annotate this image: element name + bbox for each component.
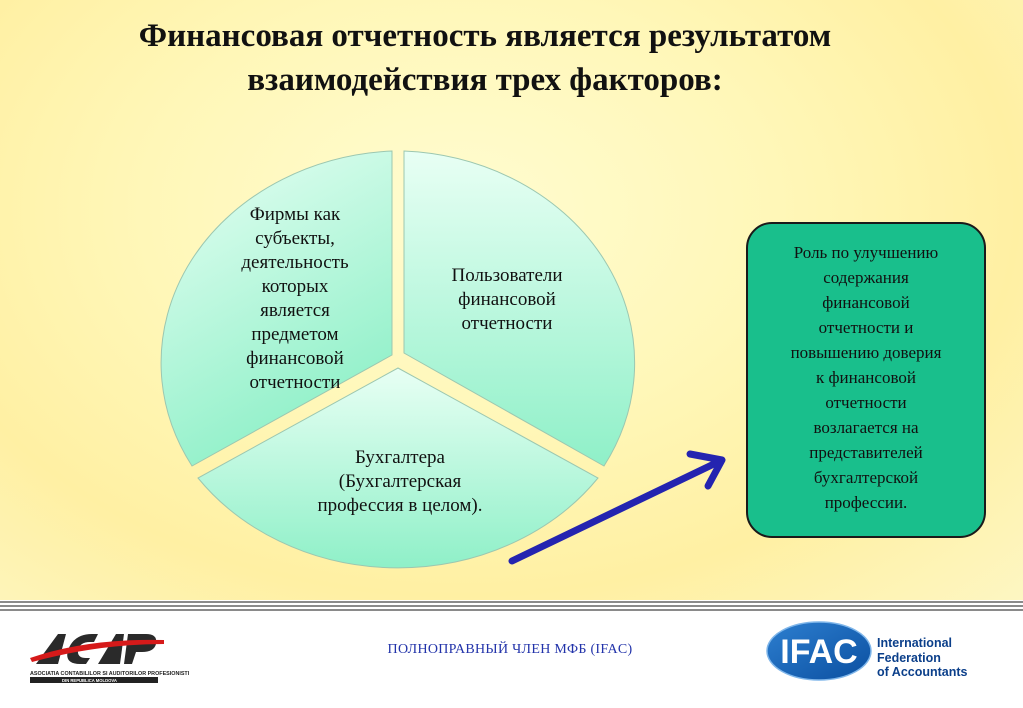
accountants-line: (Бухгалтерская — [338, 471, 462, 492]
segment-label-users — [412, 264, 602, 336]
firms-line: финансовой — [246, 348, 344, 369]
note-line: Роль по улучшению — [793, 243, 939, 262]
firms-line: Фирмы как — [249, 204, 341, 225]
firms-line: предметом — [251, 324, 339, 345]
users-line: отчетности — [461, 313, 553, 334]
title-line-1: Финансовая отчетность является результатом — [138, 18, 832, 54]
acap-caption: ASOCIATIA CONTABILILOR SI AUDITORILOR PROFESIONISTI — [30, 671, 190, 677]
note-line: отчетности и — [818, 318, 914, 337]
acap-subcaption: DIN REPUBLICA MOLDOVA — [62, 678, 117, 683]
firms-line: которых — [261, 276, 329, 297]
segment-label-accountants — [290, 446, 510, 518]
users-line: финансовой — [458, 289, 556, 310]
note-line: содержания — [823, 268, 909, 287]
firms-line: субъекты, — [255, 228, 335, 249]
accountants-line: Бухгалтера — [355, 447, 445, 468]
note-line: к финансовой — [816, 368, 916, 387]
title-line-2: взаимодействия трех факторов: — [247, 62, 723, 98]
ifac-wordmark — [877, 636, 968, 680]
firms-line: деятельность — [241, 252, 349, 273]
note-line: представителей — [809, 443, 923, 462]
note-line: финансовой — [822, 293, 910, 312]
footer-divider — [0, 601, 1023, 613]
accountants-line: профессия в целом). — [317, 495, 483, 516]
note-line: возлагается на — [813, 418, 919, 437]
firms-line: является — [260, 300, 330, 321]
ifac-mark: IFAC — [780, 633, 858, 671]
segment-label-firms — [210, 203, 380, 395]
membership-text: ПОЛНОПРАВНЫЙ ЧЛЕН МФБ (IFAC) — [387, 642, 633, 657]
ifac-word: of Accountants — [877, 665, 968, 679]
note-line: повышению доверия — [790, 343, 942, 362]
note-line: профессии. — [824, 493, 908, 512]
firms-line: отчетности — [249, 372, 341, 393]
ifac-word: International — [877, 636, 953, 650]
note-line: бухгалтерской — [813, 468, 919, 487]
note-line: отчетности — [825, 393, 907, 412]
note-text — [758, 240, 974, 515]
ifac-word: Federation — [877, 650, 941, 665]
users-line: Пользователи — [451, 265, 563, 286]
ifac-logo — [764, 620, 874, 682]
acap-logo — [28, 620, 190, 686]
